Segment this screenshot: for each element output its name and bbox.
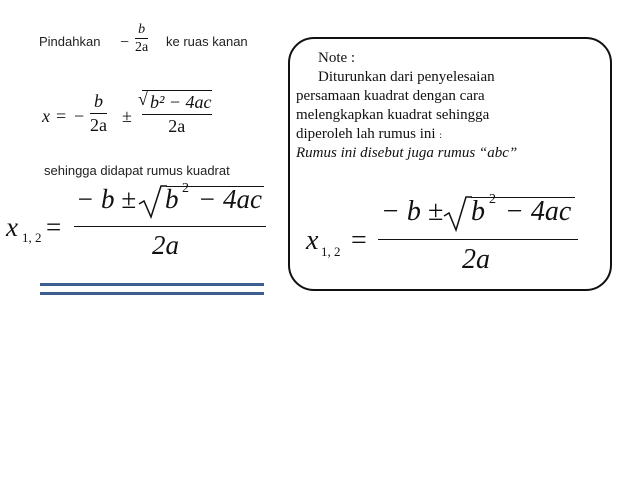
derivation-equation <box>42 88 252 144</box>
note-formula-denominator: 2a <box>462 244 490 275</box>
note-line-4 <box>296 125 442 145</box>
sqrt-icon <box>137 184 167 220</box>
sqrt-icon: √ <box>138 89 148 109</box>
note-line-4-mark: : <box>439 130 442 140</box>
move-fraction-denominator: 2a <box>135 40 149 55</box>
formula-subscript: 1, 2 <box>22 230 42 245</box>
move-instruction <box>39 22 279 66</box>
note-box <box>288 37 612 291</box>
formula-denominator: 2a <box>152 230 179 260</box>
note-formula-radicand-rest: − 4ac <box>505 196 572 227</box>
formula-fraction-bar <box>74 226 266 227</box>
note-line-5: Rumus ini disebut juga rumus “abc” <box>296 145 518 161</box>
equation-eq: = <box>56 106 67 126</box>
move-fraction <box>135 21 148 56</box>
quadratic-formula-note <box>306 189 596 284</box>
equation-term2-numerator: √ b² − 4ac <box>138 89 212 112</box>
equation-x: x <box>42 106 50 126</box>
note-line-2: persamaan kuadrat dengan cara <box>296 88 485 104</box>
equation-term1-sign: − <box>74 106 85 126</box>
move-fraction-sign: − <box>120 34 130 51</box>
equation-term2 <box>138 89 212 138</box>
equation-term1-denominator: 2a <box>90 115 107 135</box>
formula-radicand-base: b <box>165 184 179 214</box>
note-formula-subscript: 1, 2 <box>321 244 341 259</box>
formula-eq: = <box>46 212 62 242</box>
note-formula-radicand-exp: 2 <box>489 192 496 207</box>
note-formula-eq: = <box>351 225 367 256</box>
double-rule-bottom <box>40 292 264 295</box>
formula-radicand-exp: 2 <box>182 181 189 196</box>
move-prefix: Pindahkan <box>39 34 101 49</box>
note-formula-var: x <box>306 225 319 256</box>
note-line-1: Diturunkan dari penyelesaian <box>318 69 495 85</box>
formula-numer-left: − b ± <box>76 184 137 214</box>
double-rule-top <box>40 283 264 286</box>
move-fraction-numerator: b <box>138 22 146 37</box>
note-formula-numer-left: − b ± <box>381 196 444 227</box>
note-title: Note : <box>318 50 356 66</box>
note-line-4-text: diperoleh lah rumus ini <box>296 126 436 142</box>
formula-var: x <box>6 212 18 242</box>
note-formula-radicand-base: b <box>471 196 485 227</box>
equation-term2-denominator: 2a <box>168 116 186 136</box>
equation-term1 <box>90 90 107 137</box>
quadratic-formula-left <box>6 180 271 270</box>
equation-term1-numerator: b <box>94 91 103 111</box>
move-suffix: ke ruas kanan <box>166 34 248 49</box>
formula-radicand-rest: − 4ac <box>198 184 262 214</box>
note-line-3: melengkapkan kuadrat sehingga <box>296 107 490 123</box>
equation-pm: ± <box>122 106 132 126</box>
note-formula-fraction-bar <box>378 239 578 240</box>
note-sqrt-icon <box>442 195 472 233</box>
result-text: sehingga didapat rumus kuadrat <box>44 163 230 178</box>
